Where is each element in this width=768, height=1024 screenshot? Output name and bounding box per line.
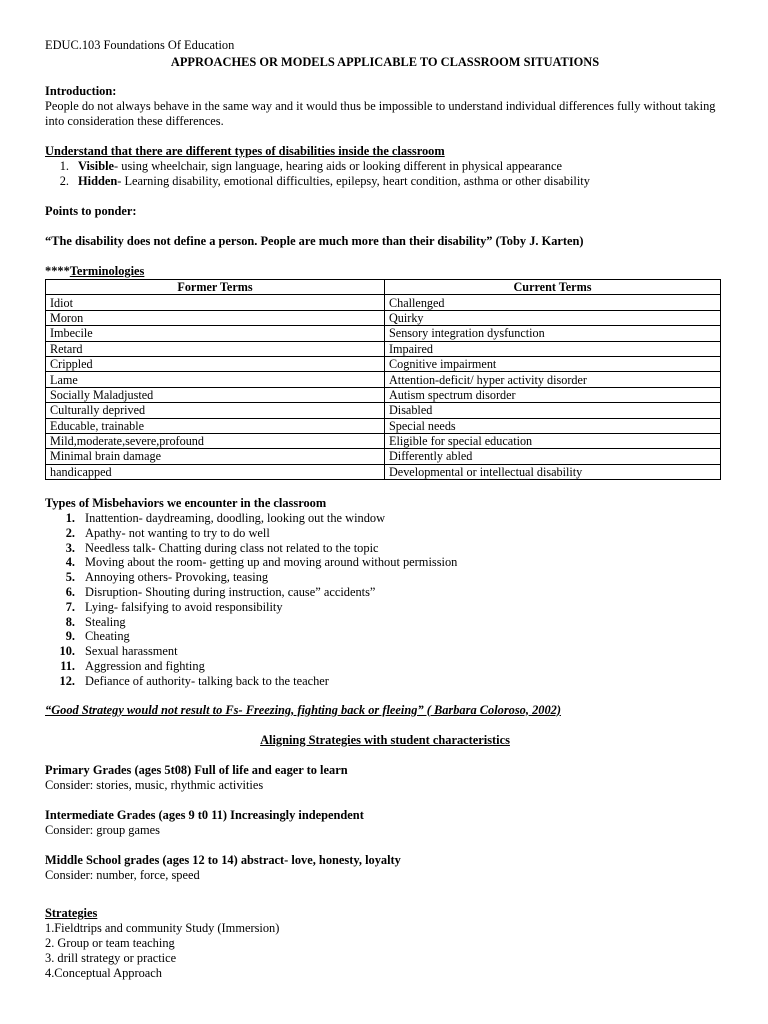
course-label: EDUC.103 Foundations Of Education xyxy=(45,38,235,52)
former-term: Educable, trainable xyxy=(46,418,385,433)
former-term: Crippled xyxy=(46,356,385,371)
ponder-heading: Points to ponder: xyxy=(45,204,137,218)
disabilities-list xyxy=(45,159,725,189)
list-item xyxy=(45,629,725,644)
column-header-current: Current Terms xyxy=(385,280,721,295)
introduction-heading: Introduction: xyxy=(45,84,117,98)
list-item xyxy=(45,600,725,615)
list-item xyxy=(45,526,725,541)
table-row xyxy=(46,310,721,325)
strategies-heading: Strategies xyxy=(45,905,98,920)
current-term: Disabled xyxy=(385,403,721,418)
table-row xyxy=(46,403,721,418)
list-text: Needless talk- Chatting during class not related to the topic xyxy=(85,540,379,555)
list-number: 1. xyxy=(65,511,75,526)
aligning-heading: Aligning Strategies with student characteristics xyxy=(260,732,510,747)
current-term: Attention-deficit/ hyper activity disorder xyxy=(385,372,721,387)
table-row xyxy=(46,433,721,448)
list-number: 2. xyxy=(65,525,75,540)
former-term: Minimal brain damage xyxy=(46,449,385,464)
current-term: Cognitive impairment xyxy=(385,356,721,371)
list-text: Disruption- Shouting during instruction, cause” accidents” xyxy=(85,585,376,600)
current-term: Special needs xyxy=(385,418,721,433)
current-term: Differently abled xyxy=(385,449,721,464)
disabilities-heading: Understand that there are different types of disabilities inside the classroom xyxy=(45,144,445,158)
list-text: Sexual harassment xyxy=(85,644,178,659)
former-term: Imbecile xyxy=(46,326,385,341)
former-term: handicapped xyxy=(46,464,385,479)
disability-desc: - using wheelchair, sign language, hearing aids or looking different in physical appearance xyxy=(114,159,562,173)
terminologies-table xyxy=(45,279,721,480)
list-text: Inattention- daydreaming, doodling, looking out the window xyxy=(85,511,386,526)
list-item xyxy=(45,541,725,556)
strategy-item: 4.Conceptual Approach xyxy=(45,965,162,980)
document-title: APPROACHES OR MODELS APPLICABLE TO CLASSROOM SITUATIONS xyxy=(170,55,600,69)
list-number: 3. xyxy=(65,540,75,555)
misbehaviors-heading: Types of Misbehaviors we encounter in the classroom xyxy=(45,496,327,511)
disability-term: Hidden xyxy=(78,174,118,188)
current-term: Eligible for special education xyxy=(385,433,721,448)
former-term: Idiot xyxy=(46,295,385,310)
list-text: Lying- falsifying to avoid responsibility xyxy=(85,599,283,614)
table-row xyxy=(46,295,721,310)
strategy-item: 2. Group or team teaching xyxy=(45,935,175,950)
grade-group xyxy=(45,763,725,793)
table-row xyxy=(46,418,721,433)
list-number: 10. xyxy=(59,644,75,659)
terminologies-heading: Terminologies xyxy=(69,264,145,278)
grade-group-heading: Intermediate Grades (ages 9 t0 11) Increasingly independent xyxy=(45,807,364,822)
list-number: 4. xyxy=(65,555,75,570)
former-term: Lame xyxy=(46,372,385,387)
list-text: Cheating xyxy=(85,629,130,644)
former-term: Mild,moderate,severe,profound xyxy=(46,433,385,448)
list-item xyxy=(45,615,725,630)
list-item xyxy=(45,674,725,689)
table-row xyxy=(46,341,721,356)
misbehaviors-list xyxy=(45,511,725,689)
list-item xyxy=(45,159,725,174)
list-number: 11. xyxy=(60,659,75,674)
list-text: Stealing xyxy=(85,614,126,629)
ponder-quote: “The disability does not define a person. People are much more than their disability” (Toby J. Karten) xyxy=(45,234,584,248)
table-row xyxy=(46,387,721,402)
list-number: 7. xyxy=(65,599,75,614)
grade-group-heading: Primary Grades (ages 5t08) Full of life and eager to learn xyxy=(45,762,348,777)
document-page xyxy=(45,38,725,981)
list-text: Moving about the room- getting up and moving around without permission xyxy=(85,555,458,570)
grade-group-consider: Consider: number, force, speed xyxy=(45,867,200,882)
grade-group-consider: Consider: group games xyxy=(45,822,160,837)
grade-group xyxy=(45,853,725,883)
table-row xyxy=(46,449,721,464)
former-term: Retard xyxy=(46,341,385,356)
disabilities-section xyxy=(45,144,725,189)
strategies-section xyxy=(45,906,725,981)
current-term: Developmental or intellectual disability xyxy=(385,464,721,479)
list-number: 12. xyxy=(59,673,75,688)
current-term: Sensory integration dysfunction xyxy=(385,326,721,341)
list-item xyxy=(45,659,725,674)
table-header-row xyxy=(46,280,721,295)
list-text: Defiance of authority- talking back to the teacher xyxy=(85,673,329,688)
misbehaviors-section xyxy=(45,496,725,689)
list-text: Annoying others- Provoking, teasing xyxy=(85,570,269,585)
list-item xyxy=(45,511,725,526)
table-row xyxy=(46,356,721,371)
grade-group-consider: Consider: stories, music, rhythmic activities xyxy=(45,777,264,792)
introduction-section xyxy=(45,84,725,129)
terminologies-section xyxy=(45,264,725,480)
ponder-section xyxy=(45,204,725,249)
list-number: 9. xyxy=(65,629,75,644)
list-number: 8. xyxy=(65,614,75,629)
list-number: 5. xyxy=(65,570,75,585)
table-row xyxy=(46,326,721,341)
disability-desc: - Learning disability, emotional difficulties, epilepsy, heart condition, asthma or other disability xyxy=(117,174,590,188)
table-row xyxy=(46,464,721,479)
grade-group-heading: Middle School grades (ages 12 to 14) abstract- love, honesty, loyalty xyxy=(45,852,401,867)
list-item xyxy=(45,585,725,600)
former-term: Socially Maladjusted xyxy=(46,387,385,402)
current-term: Quirky xyxy=(385,310,721,325)
table-row xyxy=(46,372,721,387)
column-header-former: Former Terms xyxy=(46,280,385,295)
strategy-quote: “Good Strategy would not result to Fs- Freezing, fighting back or fleeing” ( Barbara Coloroso, 2002) xyxy=(45,702,561,717)
list-number: 1. xyxy=(59,159,69,173)
current-term: Challenged xyxy=(385,295,721,310)
introduction-text: People do not always behave in the same way and it would thus be impossible to understand individual differences fully without taking into consideration these differences. xyxy=(45,99,716,128)
terminologies-prefix: **** xyxy=(45,264,70,278)
strategy-item: 1.Fieldtrips and community Study (Immersion) xyxy=(45,920,280,935)
former-term: Moron xyxy=(46,310,385,325)
list-item xyxy=(45,644,725,659)
list-number: 2. xyxy=(59,174,69,188)
list-text: Aggression and fighting xyxy=(85,659,205,674)
grade-group xyxy=(45,808,725,838)
strategy-item: 3. drill strategy or practice xyxy=(45,950,177,965)
disability-term: Visible xyxy=(78,159,115,173)
former-term: Culturally deprived xyxy=(46,403,385,418)
list-item xyxy=(45,555,725,570)
list-item xyxy=(45,174,725,189)
list-number: 6. xyxy=(65,585,75,600)
list-text: Apathy- not wanting to try to do well xyxy=(85,525,270,540)
list-item xyxy=(45,570,725,585)
current-term: Autism spectrum disorder xyxy=(385,387,721,402)
current-term: Impaired xyxy=(385,341,721,356)
